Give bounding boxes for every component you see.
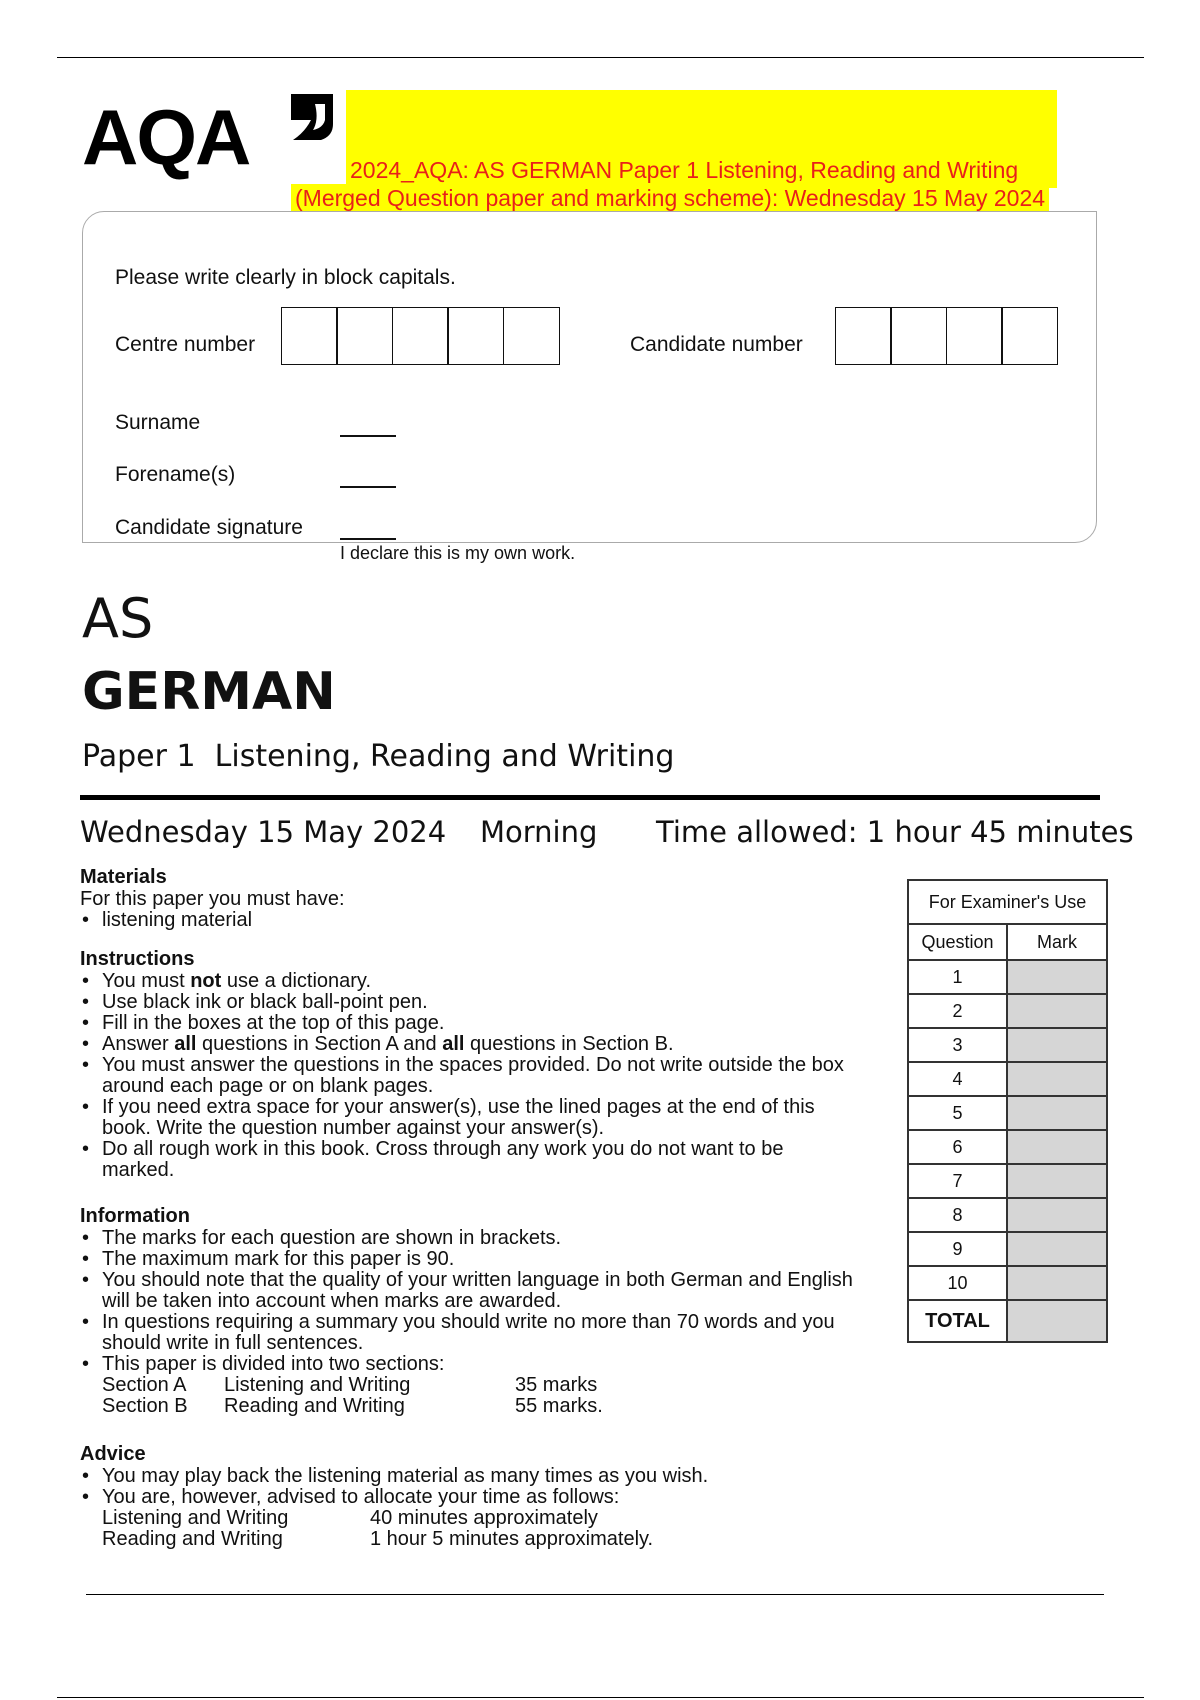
list-item: • You must not use a dictionary. bbox=[80, 971, 860, 992]
section-b-row: Section B Reading and Writing 55 marks. bbox=[102, 1395, 603, 1417]
candidate-number-digit[interactable] bbox=[890, 307, 947, 365]
mark-cell bbox=[1007, 1096, 1107, 1130]
list-item: • Answer all questions in Section A and all questions in Section B. bbox=[80, 1034, 860, 1055]
document-title-line1: 2024_AQA: AS GERMAN Paper 1 Listening, Reading and Writing bbox=[346, 156, 1022, 184]
information-section bbox=[80, 1205, 860, 1417]
candidate-number-boxes[interactable] bbox=[836, 307, 1058, 365]
mark-cell bbox=[1007, 1164, 1107, 1198]
footer-rule bbox=[86, 1594, 1104, 1595]
centre-number-digit[interactable] bbox=[281, 307, 338, 365]
question-number: 1 bbox=[908, 960, 1007, 994]
qualification-level: AS bbox=[82, 587, 154, 650]
materials-list bbox=[80, 910, 860, 931]
mark-cell bbox=[1007, 1232, 1107, 1266]
advice-section bbox=[80, 1443, 860, 1550]
surname-label: Surname bbox=[115, 411, 201, 434]
list-item: • You should note that the quality of your written language in both German and English will be taken into account when marks are awarded. bbox=[80, 1270, 860, 1312]
question-number: 2 bbox=[908, 994, 1007, 1028]
signature-field[interactable] bbox=[340, 538, 396, 540]
centre-number-digit[interactable] bbox=[392, 307, 449, 365]
declaration-text: I declare this is my own work. bbox=[340, 543, 576, 563]
list-item: • This paper is divided into two sections: Section A Listening and Writing 35 marks Section B Reading and Writing 55 marks. bbox=[80, 1354, 860, 1417]
exam-session: Morning bbox=[480, 815, 598, 849]
bottom-rule bbox=[57, 1697, 1144, 1698]
list-item: • Fill in the boxes at the top of this page. bbox=[80, 1013, 860, 1034]
materials-section bbox=[80, 866, 860, 931]
question-number: 8 bbox=[908, 1198, 1007, 1232]
list-item: • listening material bbox=[80, 910, 860, 931]
question-number: 10 bbox=[908, 1266, 1007, 1300]
centre-number-digit[interactable] bbox=[503, 307, 560, 365]
materials-intro: For this paper you must have: bbox=[80, 888, 345, 910]
exam-date: Wednesday 15 May 2024 bbox=[80, 815, 447, 849]
centre-number-boxes[interactable] bbox=[282, 307, 560, 365]
list-item: • The maximum mark for this paper is 90. bbox=[80, 1249, 860, 1270]
question-number: 3 bbox=[908, 1028, 1007, 1062]
aqa-logo-mark-icon bbox=[287, 90, 337, 145]
list-item: • You are, however, advised to allocate your time as follows: Listening and Writing 40 minutes approximately Reading and Writing 1 hour 5 minutes approximately. bbox=[80, 1487, 860, 1550]
question-column-header: Question bbox=[908, 924, 1007, 960]
section-a-row: Section A Listening and Writing 35 marks bbox=[102, 1374, 598, 1396]
list-item: • If you need extra space for your answer(s), use the lined pages at the end of this book. Write the question number against your answer(s). bbox=[80, 1097, 860, 1139]
advice-heading: Advice bbox=[80, 1443, 146, 1465]
mark-cell bbox=[1007, 1266, 1107, 1300]
forename-label: Forename(s) bbox=[115, 463, 236, 486]
mark-cell bbox=[1007, 1062, 1107, 1096]
list-item: • You must answer the questions in the spaces provided. Do not write outside the box around each page or on blank pages. bbox=[80, 1055, 860, 1097]
time-allowed: Time allowed: 1 hour 45 minutes bbox=[656, 815, 1134, 849]
candidate-number-digit[interactable] bbox=[1001, 307, 1058, 365]
subject-title: GERMAN bbox=[82, 662, 336, 722]
centre-number-digit[interactable] bbox=[336, 307, 393, 365]
allocation-row: Listening and Writing 40 minutes approximately bbox=[102, 1507, 598, 1529]
mark-column-header: Mark bbox=[1007, 924, 1107, 960]
candidate-number-label: Candidate number bbox=[630, 333, 803, 356]
candidate-details-box bbox=[82, 211, 1097, 543]
total-mark-cell bbox=[1007, 1300, 1107, 1342]
centre-number-label: Centre number bbox=[115, 333, 256, 356]
surname-field[interactable] bbox=[340, 435, 396, 437]
mark-cell bbox=[1007, 1130, 1107, 1164]
question-number: 9 bbox=[908, 1232, 1007, 1266]
question-number: 6 bbox=[908, 1130, 1007, 1164]
list-item: • The marks for each question are shown in brackets. bbox=[80, 1228, 860, 1249]
aqa-logo-text: AQA bbox=[82, 93, 250, 181]
examiners-use-table bbox=[907, 879, 1108, 1343]
list-item: • Use black ink or black ball-point pen. bbox=[80, 992, 860, 1013]
question-number: 5 bbox=[908, 1096, 1007, 1130]
materials-heading: Materials bbox=[80, 866, 167, 888]
mark-cell bbox=[1007, 960, 1107, 994]
candidate-number-digit[interactable] bbox=[946, 307, 1003, 365]
block-capitals-instruction: Please write clearly in block capitals. bbox=[115, 266, 456, 289]
information-list bbox=[80, 1228, 860, 1417]
document-title-line2: (Merged Question paper and marking scheme): Wednesday 15 May 2024 bbox=[291, 184, 1049, 212]
question-number: 7 bbox=[908, 1164, 1007, 1198]
instructions-list bbox=[80, 971, 860, 1181]
list-item: • You may play back the listening material as many times as you wish. bbox=[80, 1466, 860, 1487]
signature-label: Candidate signature bbox=[115, 516, 303, 539]
list-item: • In questions requiring a summary you should write no more than 70 words and you should write in full sentences. bbox=[80, 1312, 860, 1354]
instructions-heading: Instructions bbox=[80, 948, 195, 970]
question-number: 4 bbox=[908, 1062, 1007, 1096]
mark-cell bbox=[1007, 1028, 1107, 1062]
heading-rule bbox=[80, 795, 1100, 800]
mark-cell bbox=[1007, 994, 1107, 1028]
list-item: • Do all rough work in this book. Cross through any work you do not want to be marked. bbox=[80, 1139, 860, 1181]
advice-list bbox=[80, 1466, 860, 1550]
candidate-number-digit[interactable] bbox=[835, 307, 892, 365]
top-rule bbox=[57, 57, 1144, 58]
aqa-logo bbox=[82, 88, 342, 183]
information-heading: Information bbox=[80, 1205, 190, 1227]
allocation-row: Reading and Writing 1 hour 5 minutes approximately. bbox=[102, 1528, 654, 1550]
mark-cell bbox=[1007, 1198, 1107, 1232]
total-label: TOTAL bbox=[908, 1300, 1007, 1342]
paper-title: Paper 1 Listening, Reading and Writing bbox=[82, 739, 675, 774]
examiners-use-title: For Examiner's Use bbox=[908, 880, 1107, 924]
instructions-section bbox=[80, 948, 860, 1181]
centre-number-digit[interactable] bbox=[447, 307, 504, 365]
forename-field[interactable] bbox=[340, 486, 396, 488]
